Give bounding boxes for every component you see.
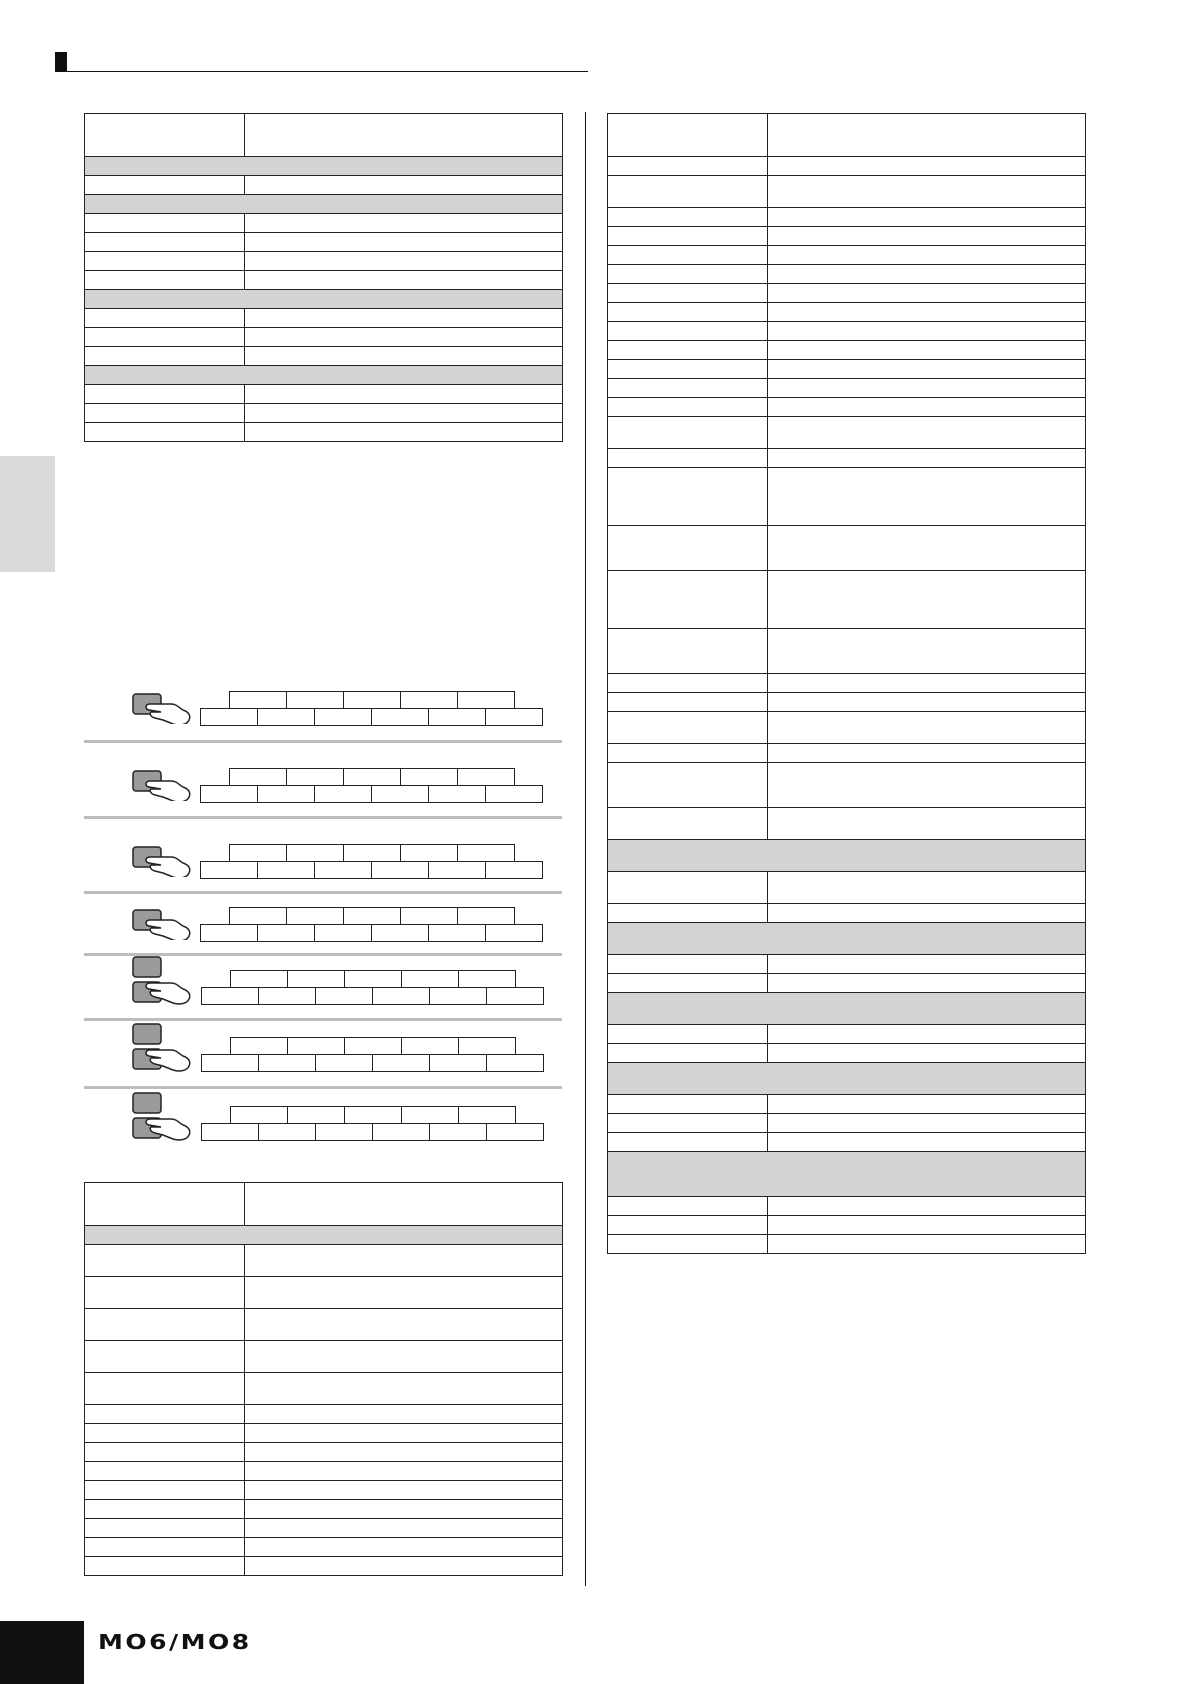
- table-row: [85, 328, 563, 347]
- table-row: [85, 1309, 563, 1341]
- table-row: [608, 744, 1086, 763]
- table-section-row: [85, 157, 563, 176]
- table-header-row: [85, 1183, 563, 1226]
- hand-diagram: [84, 1024, 562, 1084]
- table-row: [608, 712, 1086, 744]
- key-cell: [401, 1037, 459, 1055]
- key-cell: [286, 907, 344, 925]
- key-cell: [230, 1037, 288, 1055]
- table-section-row: [85, 290, 563, 309]
- pointing-hand-icon: [131, 955, 201, 1013]
- panel-button-icon: [133, 1093, 161, 1113]
- key-cell: [485, 708, 543, 726]
- key-row-lower: [201, 785, 543, 803]
- key-cell: [372, 1054, 430, 1072]
- table-bottom-left: [84, 1182, 563, 1576]
- key-row-upper: [231, 1106, 516, 1124]
- key-cell: [344, 970, 402, 988]
- key-cell: [486, 987, 544, 1005]
- diagram-separator: [84, 891, 562, 894]
- table-row: [608, 955, 1086, 974]
- diagram-separator: [84, 740, 562, 743]
- table-row: [608, 360, 1086, 379]
- hand-diagram: [84, 757, 562, 817]
- key-cell: [485, 924, 543, 942]
- key-row-upper: [230, 844, 515, 862]
- key-cell: [428, 708, 486, 726]
- key-cell: [400, 907, 458, 925]
- key-cell: [457, 907, 515, 925]
- table-row: [608, 1216, 1086, 1235]
- key-cell: [428, 785, 486, 803]
- table-row: [608, 1197, 1086, 1216]
- key-cell: [457, 768, 515, 786]
- table-row: [85, 1500, 563, 1519]
- key-cell: [287, 1037, 345, 1055]
- table-section-row: [608, 1063, 1086, 1095]
- diagram-separator: [84, 816, 562, 819]
- table-row: [85, 1424, 563, 1443]
- table-row: [85, 1462, 563, 1481]
- key-cell: [344, 1037, 402, 1055]
- key-cell: [372, 1123, 430, 1141]
- table-row: [608, 904, 1086, 923]
- table-row: [608, 379, 1086, 398]
- table-row: [85, 309, 563, 328]
- key-row-lower: [201, 924, 543, 942]
- pointing-hand-icon: [131, 841, 201, 877]
- table-top-left: [84, 113, 563, 442]
- key-cell: [429, 1123, 487, 1141]
- panel-button-icon: [133, 1024, 161, 1044]
- key-cell: [286, 768, 344, 786]
- table-section-row: [85, 366, 563, 385]
- key-cell: [287, 970, 345, 988]
- key-cell: [287, 1106, 345, 1124]
- table-row: [608, 526, 1086, 571]
- key-cell: [401, 1106, 459, 1124]
- table-row: [608, 571, 1086, 629]
- key-cell: [428, 924, 486, 942]
- table-row: [608, 1095, 1086, 1114]
- table-row: [608, 449, 1086, 468]
- key-cell: [229, 691, 287, 709]
- key-cell: [286, 691, 344, 709]
- panel-button-icon: [133, 957, 161, 977]
- key-cell: [458, 1106, 516, 1124]
- table-row: [85, 271, 563, 290]
- key-cell: [343, 691, 401, 709]
- pointing-hand-icon: [131, 765, 201, 801]
- table-row: [85, 385, 563, 404]
- key-cell: [486, 1123, 544, 1141]
- table-header-row: [85, 114, 563, 157]
- table-row: [608, 1114, 1086, 1133]
- table-row: [608, 227, 1086, 246]
- table-row: [608, 1044, 1086, 1063]
- column-divider: [585, 112, 586, 1586]
- key-cell: [201, 1054, 259, 1072]
- key-cell: [429, 987, 487, 1005]
- table-row: [608, 341, 1086, 360]
- diagram-separator: [84, 1018, 562, 1021]
- key-cell: [314, 785, 372, 803]
- table-row: [85, 1519, 563, 1538]
- key-cell: [371, 924, 429, 942]
- key-row-upper: [231, 1037, 516, 1055]
- product-logo: MO6/MO8: [98, 1630, 252, 1654]
- header-rule: [55, 71, 588, 72]
- hand-diagram: [84, 957, 562, 1017]
- key-cell: [258, 1054, 316, 1072]
- key-cell: [314, 708, 372, 726]
- key-cell: [257, 785, 315, 803]
- table-row: [608, 246, 1086, 265]
- key-cell: [485, 785, 543, 803]
- table-row: [85, 176, 563, 195]
- key-cell: [230, 1106, 288, 1124]
- key-cell: [314, 924, 372, 942]
- key-cell: [429, 1054, 487, 1072]
- table-row: [85, 404, 563, 423]
- key-cell: [257, 924, 315, 942]
- key-cell: [230, 970, 288, 988]
- key-cell: [314, 861, 372, 879]
- key-row-lower: [201, 708, 543, 726]
- key-cell: [343, 907, 401, 925]
- key-row-upper: [230, 907, 515, 925]
- table-row: [85, 214, 563, 233]
- table-row: [608, 674, 1086, 693]
- key-cell: [343, 768, 401, 786]
- key-cell: [257, 861, 315, 879]
- side-tab: [0, 456, 55, 572]
- key-cell: [200, 924, 258, 942]
- key-cell: [371, 708, 429, 726]
- key-cell: [372, 987, 430, 1005]
- hand-diagram: [84, 680, 562, 740]
- key-cell: [315, 1123, 373, 1141]
- header-marker: [55, 52, 67, 72]
- table-section-row: [608, 840, 1086, 872]
- table-row: [608, 1235, 1086, 1254]
- table-section-row: [608, 923, 1086, 955]
- key-row-upper: [231, 970, 516, 988]
- table-row: [608, 1025, 1086, 1044]
- key-cell: [201, 1123, 259, 1141]
- table-row: [85, 347, 563, 366]
- hand-diagram: [84, 1093, 562, 1153]
- key-cell: [401, 970, 459, 988]
- table-row: [608, 208, 1086, 227]
- table-right: [607, 113, 1086, 1254]
- key-row-lower: [201, 861, 543, 879]
- table-row: [608, 284, 1086, 303]
- table-section-row: [85, 195, 563, 214]
- key-cell: [257, 708, 315, 726]
- key-cell: [371, 785, 429, 803]
- table-row: [608, 693, 1086, 712]
- key-cell: [201, 987, 259, 1005]
- key-row-lower: [202, 1054, 544, 1072]
- key-cell: [371, 861, 429, 879]
- hand-diagram: [84, 896, 562, 956]
- table-row: [85, 1405, 563, 1424]
- table-row: [85, 1341, 563, 1373]
- table-row: [85, 1443, 563, 1462]
- key-cell: [458, 970, 516, 988]
- table-section-row: [608, 1152, 1086, 1197]
- key-cell: [286, 844, 344, 862]
- key-cell: [400, 768, 458, 786]
- key-cell: [200, 785, 258, 803]
- key-cell: [229, 844, 287, 862]
- table-header-row: [608, 114, 1086, 157]
- key-row-upper: [230, 768, 515, 786]
- pointing-hand-icon: [131, 1091, 201, 1149]
- key-cell: [343, 844, 401, 862]
- table-row: [85, 1557, 563, 1576]
- table-row: [608, 1133, 1086, 1152]
- key-cell: [485, 861, 543, 879]
- table-row: [85, 252, 563, 271]
- footer-page-box: [0, 1621, 84, 1684]
- table-section-row: [608, 993, 1086, 1025]
- key-cell: [400, 691, 458, 709]
- key-row-lower: [202, 987, 544, 1005]
- key-row-upper: [230, 691, 515, 709]
- pointing-hand-icon: [131, 688, 201, 724]
- table-row: [85, 1373, 563, 1405]
- key-cell: [458, 1037, 516, 1055]
- pointing-hand-icon: [131, 1022, 201, 1080]
- table-row: [85, 1481, 563, 1500]
- key-cell: [200, 861, 258, 879]
- table-row: [608, 872, 1086, 904]
- table-row: [85, 1245, 563, 1277]
- table-row: [608, 974, 1086, 993]
- pointing-hand-icon: [131, 904, 201, 940]
- table-row: [608, 265, 1086, 284]
- key-cell: [486, 1054, 544, 1072]
- table-row: [608, 176, 1086, 208]
- table-row: [608, 763, 1086, 808]
- diagram-separator: [84, 1086, 562, 1089]
- table-row: [608, 808, 1086, 840]
- key-cell: [457, 691, 515, 709]
- table-row: [608, 303, 1086, 322]
- table-row: [85, 233, 563, 252]
- key-cell: [315, 987, 373, 1005]
- key-cell: [258, 1123, 316, 1141]
- key-cell: [428, 861, 486, 879]
- key-cell: [457, 844, 515, 862]
- key-cell: [344, 1106, 402, 1124]
- key-cell: [229, 907, 287, 925]
- key-cell: [400, 844, 458, 862]
- table-row: [85, 1538, 563, 1557]
- table-row: [85, 1277, 563, 1309]
- table-row: [85, 423, 563, 442]
- hand-diagram: [84, 833, 562, 893]
- key-cell: [229, 768, 287, 786]
- table-row: [608, 398, 1086, 417]
- table-row: [608, 629, 1086, 674]
- table-row: [608, 322, 1086, 341]
- table-row: [608, 417, 1086, 449]
- key-cell: [200, 708, 258, 726]
- key-cell: [258, 987, 316, 1005]
- table-section-row: [85, 1226, 563, 1245]
- table-row: [608, 468, 1086, 526]
- key-row-lower: [202, 1123, 544, 1141]
- diagram-separator: [84, 953, 562, 956]
- table-row: [608, 157, 1086, 176]
- key-cell: [315, 1054, 373, 1072]
